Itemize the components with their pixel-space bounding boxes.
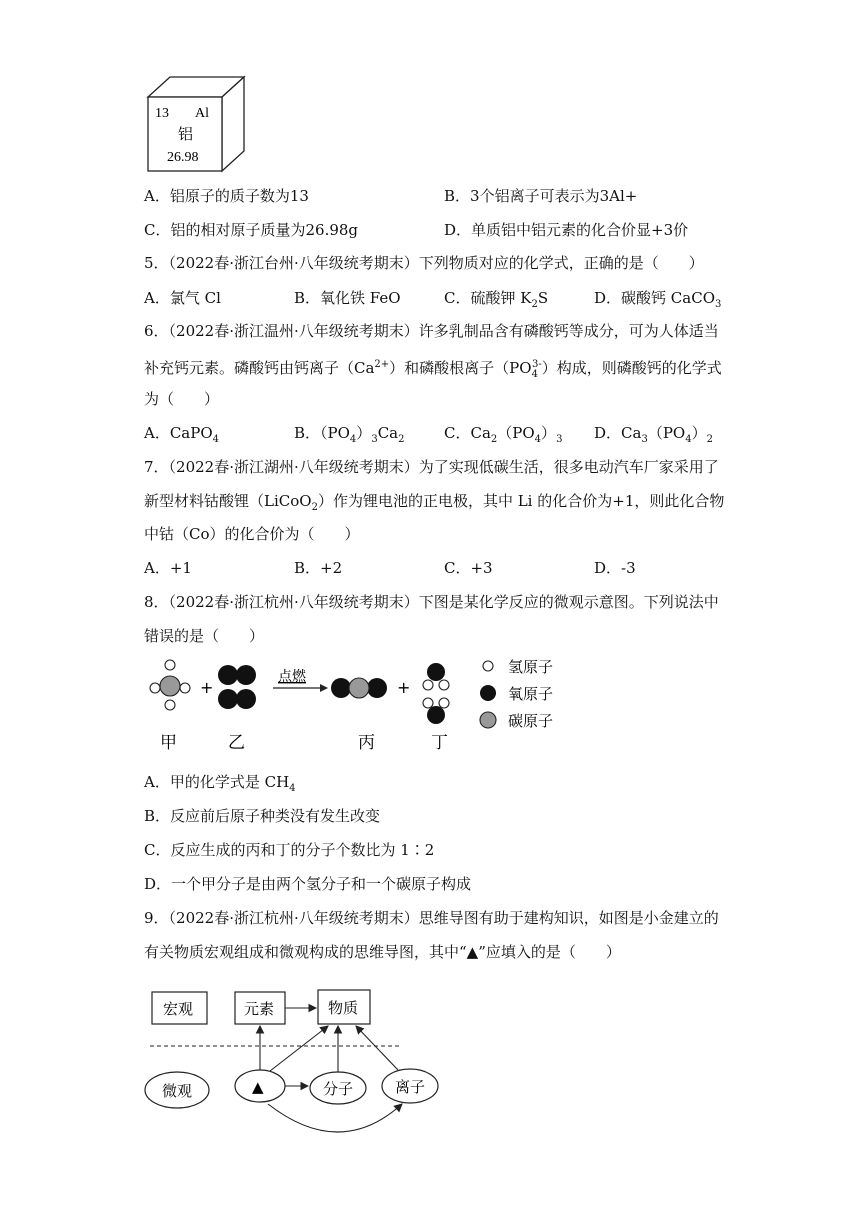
substance-label: 物质 bbox=[328, 999, 359, 1017]
macro-label: 宏观 bbox=[163, 1000, 194, 1018]
q7-option-d: D．-3 bbox=[594, 559, 636, 577]
q7-option-a: A．+1 bbox=[144, 559, 192, 577]
water-molecules bbox=[423, 663, 449, 724]
q4-option-a: A．铝原子的质子数为13 bbox=[144, 187, 309, 205]
q7-stem-line1: 7．（2022春·浙江湖州·八年级统考期末）为了实现低碳生活，很多电动汽车厂家采用了 bbox=[144, 458, 719, 476]
q8-option-c: C．反应生成的丙和丁的分子个数比为 1∶2 bbox=[144, 841, 435, 859]
micro-label: 微观 bbox=[162, 1082, 193, 1100]
q5-stem: 5．（2022春·浙江台州·八年级统考期末）下列物质对应的化学式，正确的是（ ） bbox=[144, 254, 704, 272]
q9-stem-line2: 有关物质宏观组成和微观构成的思维导图，其中“▲”应填入的是（ ） bbox=[144, 943, 621, 961]
q8-option-d: D．一个甲分子是由两个氢分子和一个碳原子构成 bbox=[144, 875, 472, 893]
q4-option-d: D．单质铝中铝元素的化合价显+3价 bbox=[444, 221, 689, 239]
plus-sign-2: + bbox=[397, 678, 411, 697]
q9-stem-line1: 9．（2022春·浙江杭州·八年级统考期末）思维导图有助于建构知识，如图是小金建立的 bbox=[144, 909, 719, 927]
legend-oxygen: 氧原子 bbox=[508, 685, 554, 703]
q8-stem-line2: 错误的是（ ） bbox=[144, 627, 265, 645]
q6-stem-line2: 补充钙元素。磷酸钙由钙离子$(Ca^{2+})$和磷酸根离子$(PO_4^{3-})$构成，则磷酸钙的化学式 bbox=[144, 359, 722, 380]
element-symbol: Al bbox=[195, 106, 209, 121]
q7-option-b: B．+2 bbox=[294, 559, 343, 577]
q7-option-c: C．+3 bbox=[444, 559, 493, 577]
q6-stem-line1: 6．（2022春·浙江温州·八年级统考期末）许多乳制品含有磷酸钙等成分，可为人体适当 bbox=[144, 322, 719, 340]
unknown-triangle: ▲ bbox=[252, 1078, 264, 1096]
carbon-dioxide-molecule bbox=[331, 678, 387, 698]
q6-option-b: B．$(PO_4)_3Ca_2$ bbox=[294, 424, 405, 445]
aluminum-element-card bbox=[140, 75, 250, 175]
q8-stem-line1: 8．（2022春·浙江杭州·八年级统考期末）下图是某化学反应的微观示意图。下列说法中 bbox=[144, 593, 719, 611]
reaction-diagram bbox=[140, 655, 580, 755]
plus-sign-1: + bbox=[200, 678, 214, 697]
atomic-mass: 26.98 bbox=[167, 150, 199, 165]
element-name: 铝 bbox=[178, 125, 194, 143]
label-ding: 丁 bbox=[431, 733, 448, 753]
molecule-label: 分子 bbox=[323, 1080, 354, 1098]
q8-option-a: A．甲的化学式是 $CH_4$ bbox=[144, 773, 296, 794]
q5-option-d: D．碳酸钙 CaCO$_3$ bbox=[594, 289, 722, 310]
legend-carbon: 碳原子 bbox=[508, 712, 554, 730]
arrow-condition: 点燃 bbox=[278, 669, 306, 685]
legend bbox=[480, 658, 553, 730]
methane-molecule bbox=[150, 660, 190, 710]
label-bing: 丙 bbox=[358, 733, 375, 753]
q8-option-b: B．反应前后原子种类没有发生改变 bbox=[144, 807, 381, 825]
ion-label: 离子 bbox=[395, 1078, 426, 1096]
element-label: 元素 bbox=[244, 1000, 275, 1018]
q5-option-b: B．氧化铁 FeO bbox=[294, 289, 401, 307]
oxygen-molecules bbox=[218, 665, 256, 709]
label-yi: 乙 bbox=[228, 733, 245, 753]
atomic-number: 13 bbox=[155, 106, 169, 121]
q6-stem-line3: 为（ ） bbox=[144, 390, 220, 408]
q7-stem-line3: 中钴（Co）的化合价为（ ） bbox=[144, 525, 360, 543]
q7-stem-line2: 新型材料钴酸锂（LiCoO$_2$）作为锂电池的正电极，其中 Li 的化合价为+1，则此化合物 bbox=[144, 492, 725, 513]
q6-option-d: D．$Ca_3(PO_4)_2$ bbox=[594, 424, 713, 445]
legend-hydrogen: 氢原子 bbox=[508, 658, 554, 676]
q5-option-c: C．硫酸钾 $K_2S$ bbox=[444, 289, 549, 310]
q6-option-c: C．$Ca_2(PO_4)_3$ bbox=[444, 424, 563, 445]
q5-option-a: A．氯气 Cl bbox=[144, 289, 221, 307]
q4-option-b: B．3个铝离子可表示为3Al+ bbox=[444, 187, 638, 205]
q4-option-c: C．铝的相对原子质量为26.98g bbox=[144, 221, 359, 239]
label-jia: 甲 bbox=[160, 733, 177, 753]
q6-option-a: A．CaPO$_4$ bbox=[144, 424, 220, 445]
mind-map-diagram bbox=[140, 980, 450, 1140]
